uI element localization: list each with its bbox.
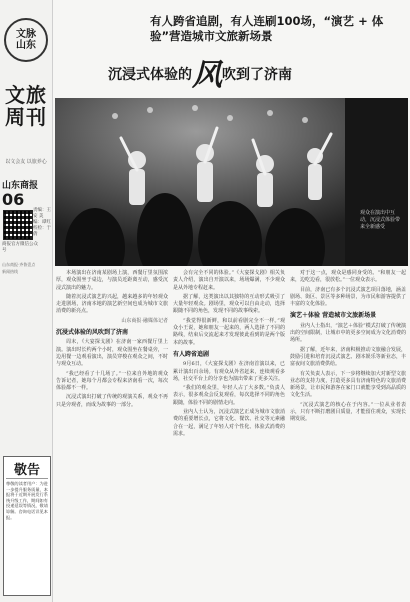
rail-notes	[2, 262, 49, 276]
paragraph: 随着沉浸式演艺的兴起，越来越多的年轻观众走进剧场，济南本地的演艺新空间也成为城市文旅消费的新亮点。	[56, 293, 168, 315]
left-rail	[0, 0, 53, 602]
paragraph: 周末，《大宴探戈剧》在济南一家西餐厅里上演。演出时长约两个小时，观众围坐在餐桌旁，一边用餐一边观看演出，演员穿梭在观众之间，不时与观众互动。	[56, 339, 168, 368]
paragraph: “我觉得很新鲜，和以前看剧完全不一样。”观众小王说，她和朋友一起来的，两人选择了不同的路线，结束后交流起来才发现彼此看到的是两个版本的故事。	[173, 317, 285, 346]
paragraph: 会有完全不同的体验。”《大宴探戈剧》相关负责人介绍，演出自开演以来，场场爆满，不少观众是从外地专程赶来。	[173, 270, 285, 291]
qr-code[interactable]	[3, 210, 33, 240]
byline: 山东商报·融媒体记者	[121, 317, 168, 324]
article-col-2	[173, 270, 285, 440]
article-col-3	[290, 270, 406, 426]
subheading: 演艺＋体验 营造城市文旅新场景	[290, 312, 377, 320]
editor-credits: 责编：王安 美编：谭红 校检：于倩	[33, 208, 51, 237]
paragraph: 对于这一点，观众是感同身受的。“和朋友一起来，边吃边看，很放松。”一位观众表示。	[290, 270, 406, 284]
notice-body: 尊敬的读者用户：为进一步提升服务质量，本报将于近期开展发行系统升级工作，期间如有投递延误等情况，敬请谅解。咨询电话详见本报。	[6, 481, 48, 520]
qr-note: 商报官方微信公众号	[2, 242, 38, 253]
photo-illustration	[55, 98, 408, 266]
paragraph: 沉浸式演出打破了传统的观演关系，观众不再只是旁观者，而成为故事的一部分。	[56, 394, 168, 408]
paragraph: 业内人士指出，“演艺＋体验”模式打破了传统演出的空间限制，让城市中的更多空间成为文化消费的场所。	[290, 322, 406, 344]
headline-pre: 沉浸式体验的	[108, 67, 192, 83]
notice-title: 敬告	[6, 459, 48, 479]
wenmai-logo	[4, 18, 48, 62]
subheading: 有人跨省追剧	[173, 350, 210, 358]
paragraph: 业内人士认为，沉浸式演艺正成为城市文旅消费的重要增长点，它将文化、餐饮、社交等元素融合在一起，满足了年轻人对个性化、体验式消费的需求。	[173, 409, 285, 437]
page-number: 06	[2, 190, 25, 209]
photo-caption: 观众在演出中互动，沉浸式体验带来全新感受	[360, 210, 401, 230]
paragraph: “我已经看了十几场了。”一位来自外地的观众告诉记者，她每个月都会专程来济南看一次，每次体验都不一样。	[56, 370, 168, 392]
paragraph: 据了解，近年来，济南积极推动文旅融合发展，鼓励引进和培育沉浸式演艺、剧本娱乐等新业态，丰富夜间文旅消费供给。	[290, 346, 406, 368]
paragraph: 有关负责人表示，下一步将继续加大对新型文旅业态的支持力度，打造更多具有济南特色的文旅消费新场景，让市民和游客在家门口就能享受到高品质的文化生活。	[290, 370, 406, 399]
paragraph: “我们的观众里，年轻人占了大多数。”负责人表示，很多观众会反复观看，每次选择不同的角色跟随，体验不同的剧情走向。	[173, 385, 285, 406]
rail-note: 新闻热线	[2, 269, 18, 274]
rail-note: 山东商报·齐鲁壹点	[2, 262, 36, 267]
notice-box	[3, 456, 51, 596]
headline-kicker: 有人跨省追剧，有人连刷100场，“演艺 + 体验”营造城市文旅新场景	[150, 14, 384, 43]
paper-name: 山东商报	[2, 181, 39, 191]
article-col-1	[56, 270, 168, 411]
paragraph: 本场演出在济南某剧场上演，西餐厅里氛围浓厚，观众围坐于桌边，与演员近距离互动，感受沉浸式演出的魅力。	[56, 270, 168, 291]
paragraph: 据了解，这类演出以其独特的互动形式吸引了大量年轻观众。剧场里，观众可以自由走动，选择跟随不同的角色，发现不同的故事线索。	[173, 293, 285, 315]
subheading: 沉浸式体验的风吹到了济南	[56, 329, 129, 337]
logo-text: 文脉 山东	[16, 29, 36, 51]
section-subtitle: 以文会友 以旅养心	[5, 159, 47, 165]
paragraph: “沉浸式演艺的核心在于内容。”一位从业者表示，只有不断打磨剧目质量，才能留住观众，实现长期发展。	[290, 401, 406, 423]
headline-post: 吹到了济南	[222, 67, 292, 83]
section-title: 文旅 周刊	[5, 83, 47, 129]
paragraph: 9月6日，《大宴探戈剧》在济南首演以来，已累计演出百余场。有观众从外省赶来，连续观看多场，社交平台上的分享也为演出带来了更多关注。	[173, 361, 285, 382]
headline-big-char: 风	[192, 58, 222, 93]
performance-photo	[55, 98, 408, 266]
paragraph: 目前，济南已有多个沉浸式演艺项目落地，涵盖剧场、街区、景区等多种场景，为市民和游客提供了丰富的文化体验。	[290, 286, 406, 308]
main-headline	[108, 50, 408, 94]
